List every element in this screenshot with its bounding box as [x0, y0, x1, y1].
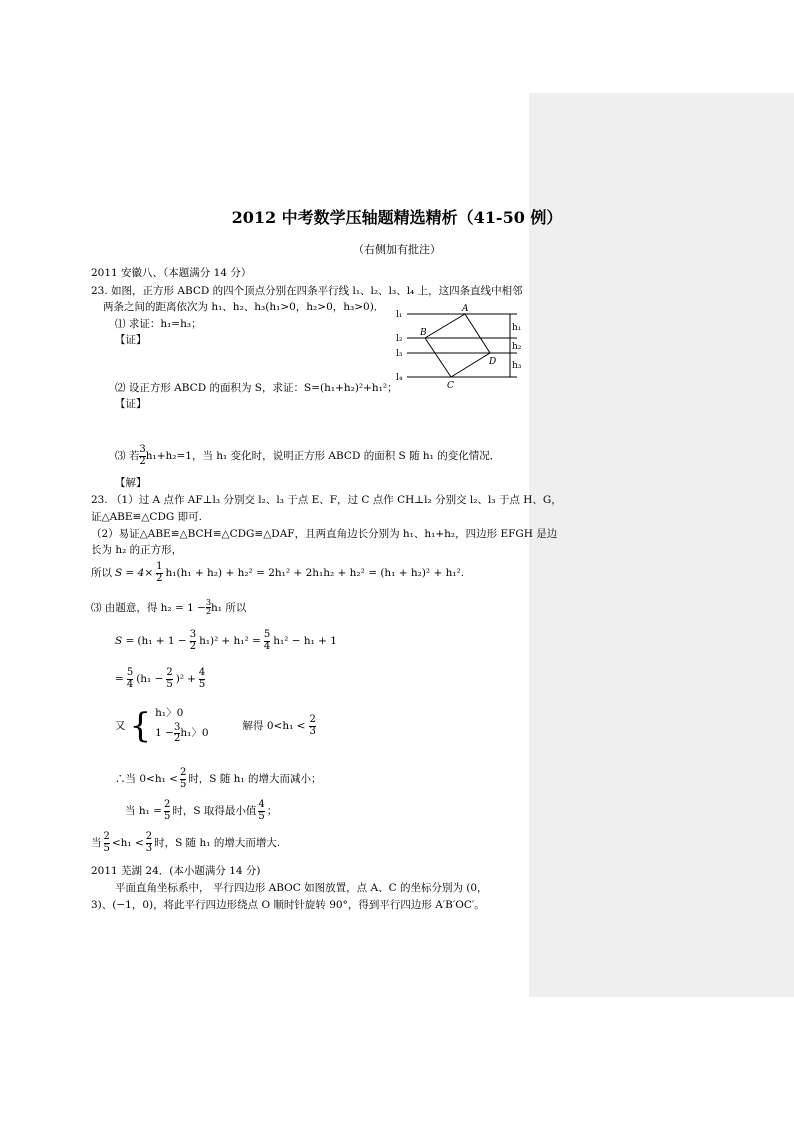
anhui-header: 2011 安徽八、（本题满分 14 分） [91, 267, 252, 279]
solution-2-equation [91, 562, 464, 584]
fraction-5-4 [264, 630, 270, 652]
label-h3: h₃ [512, 361, 522, 371]
fraction-2-3-b [146, 832, 152, 854]
conc3-mid: <h₁ < [111, 836, 144, 849]
numerator: 3 [189, 629, 197, 640]
you-label: 又 [115, 720, 126, 732]
fraction-1-2 [156, 562, 162, 584]
equation-b [115, 668, 205, 690]
solution-label: 【解】 [115, 477, 147, 489]
square-figure [392, 300, 527, 392]
fraction-2-5-b [180, 768, 186, 790]
part-3-prefix: ⑶ 若 [115, 449, 140, 462]
sys2-prefix: 1 − [155, 727, 174, 740]
eq-a-prefix: S = [115, 634, 135, 647]
eq-b-paren: (h₁ − [136, 672, 164, 685]
point-b: B [420, 328, 427, 338]
denominator: 3 [309, 725, 316, 737]
fraction-3-2-b [190, 630, 196, 652]
fraction-2-5-c [164, 800, 170, 822]
left-brace: { [129, 706, 152, 747]
denominator: 5 [163, 810, 171, 822]
solution-2-line-1: （2）易证△ABE≌△BCH≌△CDG≌△DAF，且两直角边长分别为 h₁、h₁+h₂，四边形 EFGH 是边 [91, 528, 558, 540]
denominator: 4 [126, 678, 134, 690]
denominator: 5 [179, 778, 187, 790]
numerator: 3 [139, 444, 146, 455]
conclusion-3 [91, 832, 280, 854]
fraction-2-3 [309, 715, 315, 737]
eq-rest: h₁(h₁ + h₂) + h₂² = 2h₁² + 2h₁h₂ + h₂² = (h₁ + h₂)² + h₁². [165, 566, 465, 579]
sys2-tail: h₁〉0 [180, 727, 209, 740]
s3-text: ⑶ 由题意，得 h₂ = 1 − [91, 601, 206, 614]
question-line-2: 两条之间的距离依次为 h₁、h₂、h₃(h₁>0，h₂>0，h₃>0)． [103, 301, 385, 313]
eq-s: S = 4× [115, 566, 154, 579]
square-abcd [425, 314, 490, 377]
part-3 [115, 445, 500, 467]
denominator: 2 [205, 607, 212, 617]
proof-label-2: 【证】 [115, 398, 147, 410]
eq-a-tail: h₁² − h₁ + 1 [273, 634, 337, 647]
numerator: 3 [173, 721, 181, 733]
denominator: 5 [103, 842, 110, 854]
part-3-text: h₁+h₂=1，当 h₁ 变化时，说明正方形 ABCD 的面积 S 随 h₁ 的变化情况． [145, 449, 501, 462]
denominator: 2 [156, 572, 163, 584]
numerator: 2 [103, 831, 110, 842]
solve-text: 解得 0<h₁ < [242, 720, 306, 732]
conc2-mid: 时，S 取得最小值 [172, 804, 257, 817]
solution-1-line-1: 23. （1）过 A 点作 AF⊥l₃ 分别交 l₂、l₃ 于点 E、F，过 C 点作 CH⊥l₂ 分别交 l₂、l₃ 于点 H、G， [91, 494, 562, 506]
denominator: 2 [189, 640, 197, 652]
numerator: 5 [263, 629, 271, 640]
numerator: 1 [156, 561, 163, 572]
question-line-1: 23. 如图，正方形 ABCD 的四个顶点分别在四条平行线 l₁、l₂、l₃、l₄ 上，这四条直线中相邻 [91, 285, 523, 297]
proof-label-1: 【证】 [115, 334, 147, 346]
conc3-prefix: 当 [91, 836, 102, 849]
conc1-tail: 时，S 随 h₁ 的增大而减小； [188, 772, 322, 785]
conc2-prefix: 当 h₁ = [125, 804, 162, 817]
wuhu-line-2: 3)、(−1，0)，将此平行四边形绕点 O 顺时针旋转 90°，得到平行四边形 A′B′OC′。 [91, 899, 485, 911]
comment-pane [529, 93, 794, 997]
numerator: 2 [309, 714, 316, 726]
page-title: 2012 中考数学压轴题精选精析（41-50 例） [231, 208, 563, 227]
label-h2: h₂ [512, 342, 522, 352]
label-l3: l₃ [396, 349, 403, 359]
label-l2: l₂ [396, 334, 403, 344]
denominator: 5 [198, 678, 206, 690]
eq-a-paren: (h₁ + 1 − [137, 634, 187, 647]
wuhu-line-1: 平面直角坐标系中， 平行四边形 ABOC 如图放置，点 A、C 的坐标分别为 (0， [115, 882, 488, 894]
denominator: 2 [173, 733, 181, 744]
label-l4: l₄ [396, 373, 403, 383]
numerator: 3 [205, 598, 212, 607]
wuhu-header: 2011 芜湖 24．(本小题满分 14 分) [91, 865, 261, 877]
system-row-2 [155, 723, 208, 745]
eq-prefix: 所以 [91, 566, 112, 579]
numerator: 2 [179, 767, 187, 778]
part-1: ⑴ 求证：h₁=h₃； [115, 318, 202, 330]
eq-b-plus: + [187, 672, 196, 685]
part-2: ⑵ 设正方形 ABCD 的面积为 S，求证：S=(h₁+h₂)²+h₁²； [115, 382, 398, 394]
denominator: 5 [166, 678, 173, 690]
conc1-prefix: ∴当 0<h₁ < [115, 772, 178, 785]
denominator: 3 [145, 842, 153, 854]
denominator: 4 [263, 640, 271, 652]
solution-2-line-2: 长为 h₂ 的正方形， [91, 544, 183, 556]
fraction-2-5 [166, 668, 172, 690]
eq-b-paren-tail: )² [175, 672, 185, 685]
fraction-4-5 [199, 668, 205, 690]
conclusion-2 [125, 800, 277, 822]
point-d: D [489, 357, 497, 367]
eq-a-paren-tail: h₁)² [199, 634, 219, 647]
numerator: 4 [258, 799, 265, 810]
numerator: 5 [126, 667, 134, 678]
label-l1: l₁ [396, 310, 403, 320]
system-rows [155, 708, 208, 745]
equation-a [115, 630, 337, 652]
system-row-1: h₁〉0 [155, 707, 184, 719]
conc3-tail: 时，S 随 h₁ 的增大而增大. [154, 836, 281, 849]
conclusion-1 [115, 768, 322, 790]
numerator: 2 [163, 799, 171, 810]
fraction-4-5-b [258, 800, 264, 822]
denominator: 5 [258, 810, 265, 822]
solution-1-line-2: 证△ABE≌△CDG 即可. [91, 511, 202, 523]
inequality-system [115, 708, 316, 745]
eq-b-prefix: = [115, 672, 124, 685]
denominator: 2 [139, 455, 146, 467]
fraction-2-5-d [104, 832, 110, 854]
numerator: 2 [166, 667, 173, 678]
annotation-note: （右侧加有批注） [353, 243, 441, 256]
numerator: 4 [198, 667, 206, 678]
eq-a-mid: + h₁² = [221, 634, 261, 647]
conc2-tail: ； [266, 804, 278, 817]
label-h1: h₁ [512, 323, 522, 333]
point-c: C [447, 381, 454, 391]
numerator: 2 [145, 831, 153, 842]
fraction-5-4-b [127, 668, 133, 690]
point-a: A [462, 304, 469, 314]
s3-tail: h₁ 所以 [211, 601, 247, 614]
solution-3-line [91, 599, 246, 617]
